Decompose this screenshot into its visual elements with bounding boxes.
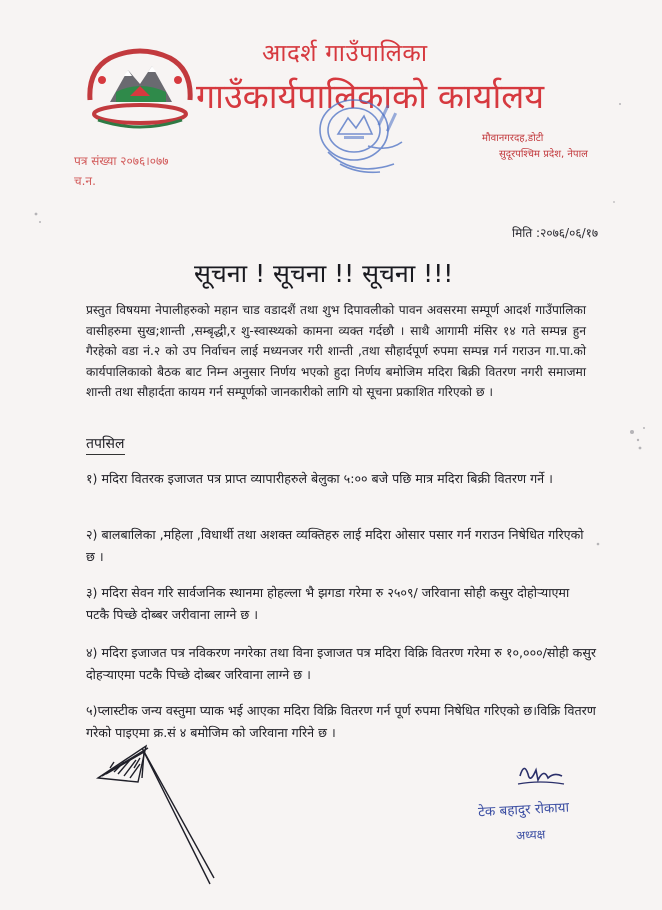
pen-scribble-mark <box>94 738 244 898</box>
notice-body: प्रस्तुत विषयमा नेपालीहरुको महान चाड वडादशैं तथा शुभ दिपावलीको पावन अवसरमा सम्पूर्ण आदर्श गाउँपालिका वासीहरुमा सुख;शान्ती ,सम्बृद्धी,र शु-स्वास्थ्यको कामना व्यक्त गर्दछौ । साथै आगामी मंसिर १४ गते सम्पन्न हुन गैरहेको वडा नं.२ को उप निर्वाचन लाई मध्यनजर गरी शान्ती ,तथा सौहार्दपूर्ण रुपमा सम्पन्न गर्न गराउन गा.पा.को कार्यपालिकाको बैठक बाट निम्न अनुसार निर्णय भएको हुदा निर्णय बमोजिम मदिरा बिक्री वितरण नगरी समाजमा शान्ती तथा सौहार्दता कायम गर्न सम्पूर्णको जानकारीको लागि यो सूचना प्रकाशित गरिएको छ । <box>86 303 586 399</box>
municipality-name: आदर्श गाउँपालिका <box>262 39 428 67</box>
notice-point-5: ५)प्लास्टीक जन्य वस्तुमा प्याक भई आएका मदिरा विक्रि वितरण गर्न पूर्ण रुपमा निषेधित गरिएको छ।विक्रि वितरण गरेको पाइएमा क्र.सं ४ बमोजिम को जरिवाना गरिने छ । <box>86 703 596 740</box>
office-seal-stamp <box>298 86 418 182</box>
signatory-name: टेक बहादुर रोकाया <box>477 799 570 821</box>
signatory-designation: अध्यक्ष <box>515 827 546 843</box>
address-line-1: मौवानगरदह,डोटी <box>482 133 544 144</box>
signature-mark <box>514 758 568 790</box>
notice-point-1: १) मदिरा वितरक इजाजत पत्र प्राप्त व्यापारीहरुले बेलुका ५:०० बजे पछि मात्र मदिरा बिक्री वितरण गर्ने । <box>86 471 553 486</box>
notice-date: मिति :२०७६/०६/१७ <box>512 226 599 240</box>
notice-point-3: ३) मदिरा सेवन गरि सार्वजनिक स्थानमा होहल्ला भै झगडा गरेमा रु २५०९/ जरिवाना सोही कसुर दोहोऱ्याएमा पटकै पिच्छे दोब्बर जरीवाना लाग्ने छ । <box>86 585 570 622</box>
notice-point-2: २) बालबालिका ,महिला ,विधार्थी तथा अशक्त व्यक्तिहरु लाई मदिरा ओसार पसार गर्न गराउन निषेधित गरिएको छ । <box>86 527 584 564</box>
details-heading: तपसिल <box>86 434 125 455</box>
letter-reference-number: पत्र संख्या २०७६।०७७ <box>74 154 169 168</box>
dispatch-number: च.न. <box>74 174 96 188</box>
notice-title: सूचना ! सूचना !! सूचना !!! <box>194 259 454 288</box>
notice-point-4: ४) मदिरा इजाजत पत्र नविकरण नगरेका तथा विना इजाजत पत्र मदिरा विक्रि वितरण गरेमा रु १०,०००/सोही कसुर दोहऱ्याएमा पटकै पिच्छे दोब्बर जरिवाना लाग्ने छ । <box>86 645 596 682</box>
address-line-2: सुदूरपश्चिम प्रदेश, नेपाल <box>499 149 588 160</box>
office-name: गाउँकार्यपालिकाको कार्यालय <box>196 77 545 117</box>
nepal-emblem-icon <box>80 40 200 136</box>
